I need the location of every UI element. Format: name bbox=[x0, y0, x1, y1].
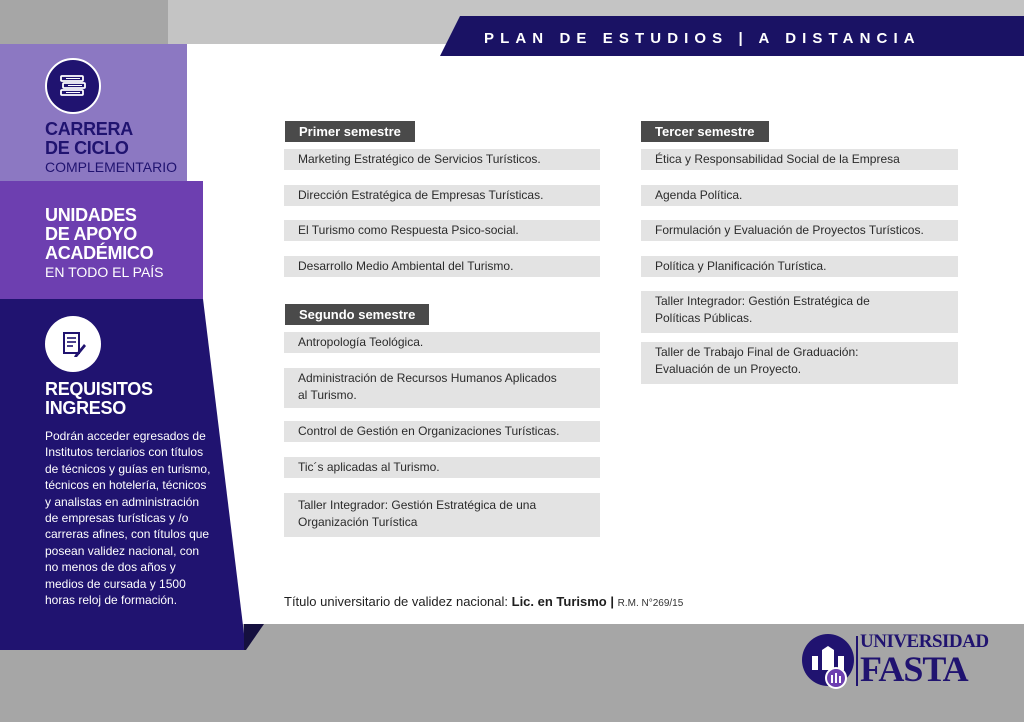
course-item: Formulación y Evaluación de Proyectos Turísticos. bbox=[641, 220, 958, 241]
course-item: Taller Integrador: Gestión Estratégica de una Organización Turística bbox=[284, 493, 600, 537]
course-item: Antropología Teológica. bbox=[284, 332, 600, 353]
career-title: CARRERA DE CICLO COMPLEMENTARIO bbox=[45, 119, 177, 175]
course-item: Taller Integrador: Gestión Estratégica de Políticas Públicas. bbox=[641, 291, 958, 333]
course-item: Tic´s aplicadas al Turismo. bbox=[284, 457, 600, 478]
semester-label-2: Segundo semestre bbox=[285, 304, 429, 325]
course-item: Ética y Responsabilidad Social de la Empresa bbox=[641, 149, 958, 170]
logo-text-university: UNIVERSIDAD bbox=[860, 631, 989, 652]
document-pen-icon bbox=[45, 316, 101, 372]
course-item: Agenda Política. bbox=[641, 185, 958, 206]
semester-label-1: Primer semestre bbox=[285, 121, 415, 142]
course-item: Política y Planificación Turística. bbox=[641, 256, 958, 277]
course-item: Control de Gestión en Organizaciones Turísticas. bbox=[284, 421, 600, 442]
course-item: Marketing Estratégico de Servicios Turísticos. bbox=[284, 149, 600, 170]
units-title: UNIDADES DE APOYO ACADÉMICO EN TODO EL PAÍS bbox=[45, 205, 164, 280]
course-item: Administración de Recursos Humanos Aplicados al Turismo. bbox=[284, 368, 600, 408]
course-item: El Turismo como Respuesta Psico-social. bbox=[284, 220, 600, 241]
logo-text-fasta: FASTA bbox=[860, 649, 968, 689]
course-item: Dirección Estratégica de Empresas Turísticas. bbox=[284, 185, 600, 206]
requirements-text: Podrán acceder egresados de Institutos terciarios con títulos de técnicos y guías en turismo, técnicos en hotelería, técnicos y analistas en administración de empresas turísticas y /o carreras afines, con títulos que posean validez nacional, con no menos de dos años y medios de cursada y 1500 horas reloj de formación. bbox=[45, 429, 211, 608]
requirements-title: REQUISITOS INGRESO bbox=[45, 379, 153, 418]
degree-note: Título universitario de validez nacional: Lic. en Turismo | R.M. N°269/15 bbox=[284, 594, 684, 609]
book-stack-icon bbox=[45, 58, 101, 114]
logo-divider bbox=[856, 636, 858, 686]
page-title: PLAN DE ESTUDIOS | A DISTANCIA bbox=[484, 30, 921, 47]
semester-label-3: Tercer semestre bbox=[641, 121, 769, 142]
course-item: Desarrollo Medio Ambiental del Turismo. bbox=[284, 256, 600, 277]
sidebar-top-strip bbox=[0, 0, 168, 44]
course-item: Taller de Trabajo Final de Graduación: Evaluación de un Proyecto. bbox=[641, 342, 958, 384]
